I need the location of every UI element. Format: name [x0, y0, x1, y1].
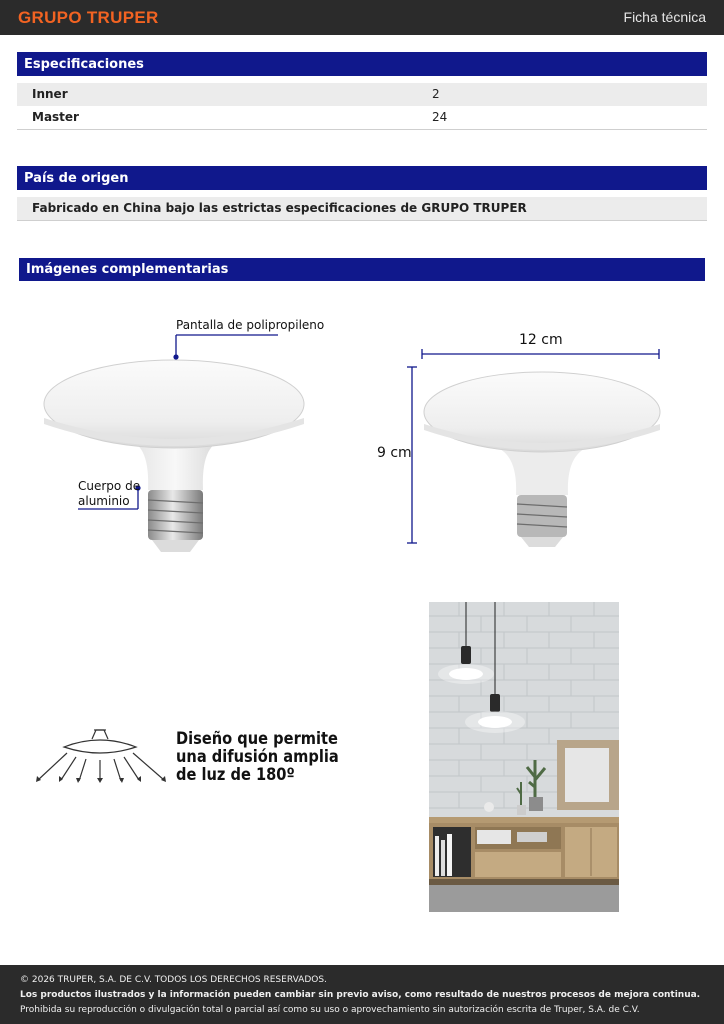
light-diffusion-diagram: [30, 725, 170, 790]
callout-body-label-line1: Cuerpo de: [78, 479, 141, 493]
document-type: Ficha técnica: [623, 9, 706, 25]
spec-value: 24: [432, 110, 448, 124]
callout-body-label-line2: aluminio: [78, 494, 130, 508]
origin-section-header: País de origen: [17, 166, 707, 190]
spec-value: 2: [432, 87, 440, 101]
brand-logo: GRUPO TRUPER: [18, 8, 159, 27]
spec-label: Inner: [32, 87, 68, 101]
room-lifestyle-photo: [429, 602, 619, 912]
images-section-header: Imágenes complementarias: [19, 258, 705, 281]
top-bar: [0, 0, 724, 35]
diffusion-description: [176, 730, 339, 784]
origin-text: Fabricado en China bajo las estrictas especificaciones de GRUPO TRUPER: [17, 197, 707, 220]
bulb-callout-image: [0, 300, 330, 570]
spec-row-inner: [17, 83, 707, 106]
dimension-height-label: 9 cm: [377, 445, 412, 461]
diffusion-line2: una difusión amplia: [176, 747, 339, 767]
diffusion-line3: de luz de 180º: [176, 765, 295, 785]
spec-label: Master: [32, 110, 79, 124]
footer-copyright: © 2026 TRUPER, S.A. DE C.V. TODOS LOS DERECHOS RESERVADOS.: [20, 975, 327, 985]
dimension-width-label: 12 cm: [519, 332, 563, 348]
spec-row-master: [17, 106, 707, 129]
divider: [17, 129, 707, 130]
divider: [17, 220, 707, 221]
footer: [0, 965, 724, 1024]
specs-section-header: Especificaciones: [17, 52, 707, 76]
diffusion-line1: Diseño que permite: [176, 729, 338, 749]
bulb-dimensions-image: [370, 340, 680, 560]
callout-shade-label: Pantalla de polipropileno: [176, 318, 325, 332]
footer-prohibition: Prohibida su reproducción o divulgación total o parcial así como su uso o aprovechamiento sin autorización escrita de Truper, S.A. de C.V.: [20, 1005, 640, 1015]
footer-notice: Los productos ilustrados y la información pueden cambiar sin previo aviso, como resultado de nuestros procesos de mejora continua.: [20, 990, 701, 1000]
